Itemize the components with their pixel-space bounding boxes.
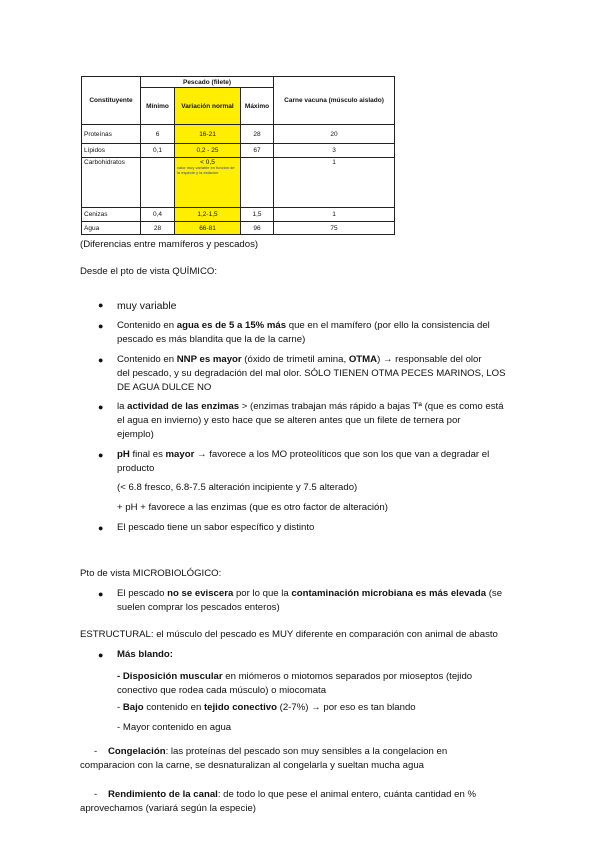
quimico-sub-2: + pH + favorece a las enzimas (que es otro factor de alteración) [117, 502, 388, 513]
row-var: 66-81 [175, 222, 241, 235]
row-max: 67 [241, 144, 274, 158]
bullet-icon: ● [98, 650, 104, 660]
row-min: 0,1 [141, 144, 175, 158]
estructural-detail-1: - Disposición muscular en miómeros o miotomos separados por mioseptos (tejido conectivo que rodea cada músculo) o miocomata [117, 671, 473, 696]
table-header-minimo: Mínimo [141, 88, 175, 125]
row-var-cell [175, 158, 241, 208]
row-name: Lípidos [82, 144, 141, 158]
row-min [141, 158, 175, 208]
bullet-icon: ● [98, 450, 104, 460]
bullet-icon: ● [98, 300, 104, 310]
row-carne: 3 [274, 144, 395, 158]
bullet-icon: ● [98, 402, 104, 412]
row-min: 0,4 [141, 208, 175, 222]
row-max [241, 158, 274, 208]
quimico-bullet-5: pH final es mayor → favorece a los MO proteolíticos que son los que van a degradar el producto [117, 449, 490, 474]
row-name: Proteínas [82, 125, 141, 144]
table-header-carne: Carne vacuna (músculo aislado) [274, 77, 395, 125]
row-max: 28 [241, 125, 274, 144]
row-name: Cenizas [82, 208, 141, 222]
row-min: 28 [141, 222, 175, 235]
rendimiento-paragraph: Rendimiento de la canal: de todo lo que pese el animal entero, cuánta cantidad en % aprovechamos (variará según la especie) [80, 789, 476, 814]
table-header-pescado: Pescado (filete) [141, 77, 274, 88]
row-carne: 1 [274, 158, 395, 208]
row-max: 1,5 [241, 208, 274, 222]
dash-marker: - [94, 789, 98, 800]
row-var: 0,2 - 25 [175, 144, 241, 158]
row-var: 16-21 [175, 125, 241, 144]
congelacion-paragraph: Congelación: las proteínas del pescado son muy sensibles a la congelacion en comparacion con la carne, se desnaturalizan al congelarla y sueltan mucha agua [80, 746, 448, 771]
bullet-icon: ● [98, 321, 104, 331]
composition-table [81, 76, 395, 235]
table-row [82, 125, 395, 144]
quimico-bullet-3: Contenido en NNP es mayor (óxido de trimetil amina, OTMA) → responsable del olor del pescado, y su degradación del mal olor. SÓLO TIENEN OTMA PECES MARINOS, LOS DE AGUA DULCE NO [117, 354, 506, 393]
row-carne: 75 [274, 222, 395, 235]
micro-heading: Pto de vista MICROBIOLÓGICO: [80, 568, 222, 579]
estructural-detail-3: - Mayor contenido en agua [117, 722, 232, 733]
quimico-bullet-1: muy variable [117, 300, 177, 312]
row-var: < 0,5 [200, 159, 215, 166]
table-row [82, 158, 395, 208]
row-min: 6 [141, 125, 175, 144]
quimico-bullet-6: El pescado tiene un sabor específico y distinto [117, 522, 315, 533]
bullet-icon: ● [98, 523, 104, 533]
row-var-note: valor muy variable en funcion de la especie y la estacion [177, 165, 235, 175]
dash-marker: - [94, 746, 98, 757]
table-row [82, 144, 395, 158]
table-header-empty: Constituyente [82, 77, 141, 125]
quimico-sub-1: (< 6.8 fresco, 6.8-7.5 alteración incipiente y 7.5 alterado) [117, 482, 358, 493]
table-header-maximo: Máximo [241, 88, 274, 125]
estructural-bullet-1: Más blando: [117, 649, 173, 660]
table-row [82, 222, 395, 235]
quimico-heading: Desde el pto de vista QUÍMICO: [80, 266, 218, 277]
row-var: 1,2-1,5 [175, 208, 241, 222]
table-caption: (Diferencias entre mamíferos y pescados) [80, 239, 259, 250]
quimico-bullet-4: la actividad de las enzimas > (enzimas trabajan más rápido a bajas Tª (que es como está el agua en invierno) y esto hace que se alteren antes que un filete de ternera por ejemplo) [117, 401, 504, 440]
row-max: 96 [241, 222, 274, 235]
row-carne: 20 [274, 125, 395, 144]
micro-bullet-1: El pescado no se eviscera por lo que la contaminación microbiana es más elevada (se suelen comprar los pescados enteros) [117, 588, 503, 613]
row-name: Carbohidratos [82, 158, 141, 208]
table-header-variacion: Variación normal [175, 88, 241, 125]
estructural-detail-2: - Bajo contenido en tejido conectivo (2-7%) → por eso es tan blando [117, 702, 416, 713]
quimico-bullet-2: Contenido en agua es de 5 a 15% más que en el mamífero (por ello la consistencia del pescado es más blandita que la de la carne) [117, 320, 490, 345]
table-row [82, 208, 395, 222]
row-carne: 1 [274, 208, 395, 222]
row-name: Agua [82, 222, 141, 235]
estructural-heading: ESTRUCTURAL: el músculo del pescado es MUY diferente en comparación con animal de abasto [80, 629, 498, 640]
bullet-icon: ● [98, 355, 104, 365]
bullet-icon: ● [98, 589, 104, 599]
